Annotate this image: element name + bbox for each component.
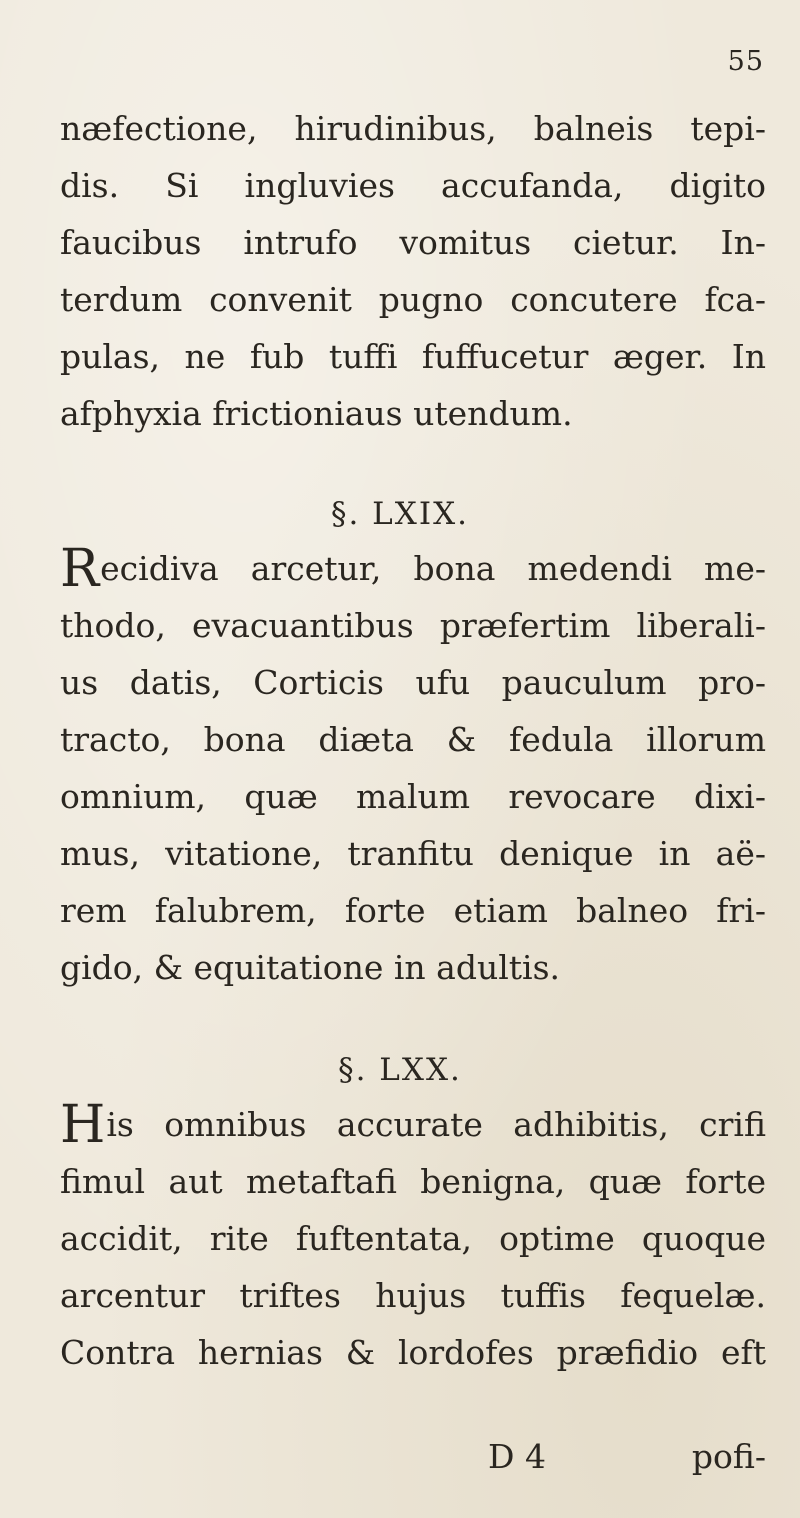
signature-mark: D 4 bbox=[488, 1437, 546, 1476]
catchword: pofi- bbox=[691, 1437, 766, 1476]
text-line: afphyxia frictioniaus utendum. bbox=[60, 394, 573, 433]
page-number: 55 bbox=[727, 46, 764, 77]
text-line: tracto, bona diæta & fedula illorum bbox=[60, 720, 766, 759]
text-line: næfectione, hirudinibus, balneis tepi- bbox=[60, 109, 766, 148]
first-line-text: is omnibus accurate adhibitis, crifi bbox=[106, 1105, 766, 1144]
text-line bbox=[60, 1096, 766, 1153]
text-line bbox=[60, 540, 766, 597]
text-line: thodo, evacuantibus præfertim liberali- bbox=[60, 606, 766, 645]
text-line: accidit, rite fuftentata, optime quoque bbox=[60, 1219, 766, 1258]
text-line: faucibus intrufo vomitus cietur. In- bbox=[60, 223, 766, 262]
top-paragraph bbox=[60, 100, 766, 442]
first-line-text: ecidiva arcetur, bona medendi me- bbox=[100, 549, 766, 588]
text-line: terdum convenit pugno concutere fca- bbox=[60, 280, 766, 319]
text-line: Contra hernias & lordofes præfidio eft bbox=[60, 1333, 766, 1372]
section-69-paragraph bbox=[60, 540, 766, 996]
text-line: omnium, quæ malum revocare dixi- bbox=[60, 777, 766, 816]
text-line: us datis, Corticis ufu pauculum pro- bbox=[60, 663, 766, 702]
text-line: dis. Si ingluvies accufanda, digito bbox=[60, 166, 766, 205]
dropcap-letter: R bbox=[60, 539, 100, 599]
text-line: gido, & equitatione in adultis. bbox=[60, 948, 561, 987]
text-line: rem falubrem, forte etiam balneo fri- bbox=[60, 891, 766, 930]
text-line: mus, vitatione, tranfitu denique in aë- bbox=[60, 834, 766, 873]
section-heading-69: §. LXIX. bbox=[330, 496, 470, 532]
text-line: fimul aut metaftafi benigna, quæ forte bbox=[60, 1162, 766, 1201]
page-footer bbox=[60, 1428, 766, 1485]
section-heading-70: §. LXX. bbox=[338, 1052, 462, 1088]
section-70-paragraph bbox=[60, 1096, 766, 1381]
text-line: arcentur triftes hujus tuffis fequelæ. bbox=[60, 1276, 766, 1315]
dropcap-letter: H bbox=[60, 1095, 106, 1155]
text-line: pulas, ne fub tuffi fuffucetur æger. In bbox=[60, 337, 766, 376]
